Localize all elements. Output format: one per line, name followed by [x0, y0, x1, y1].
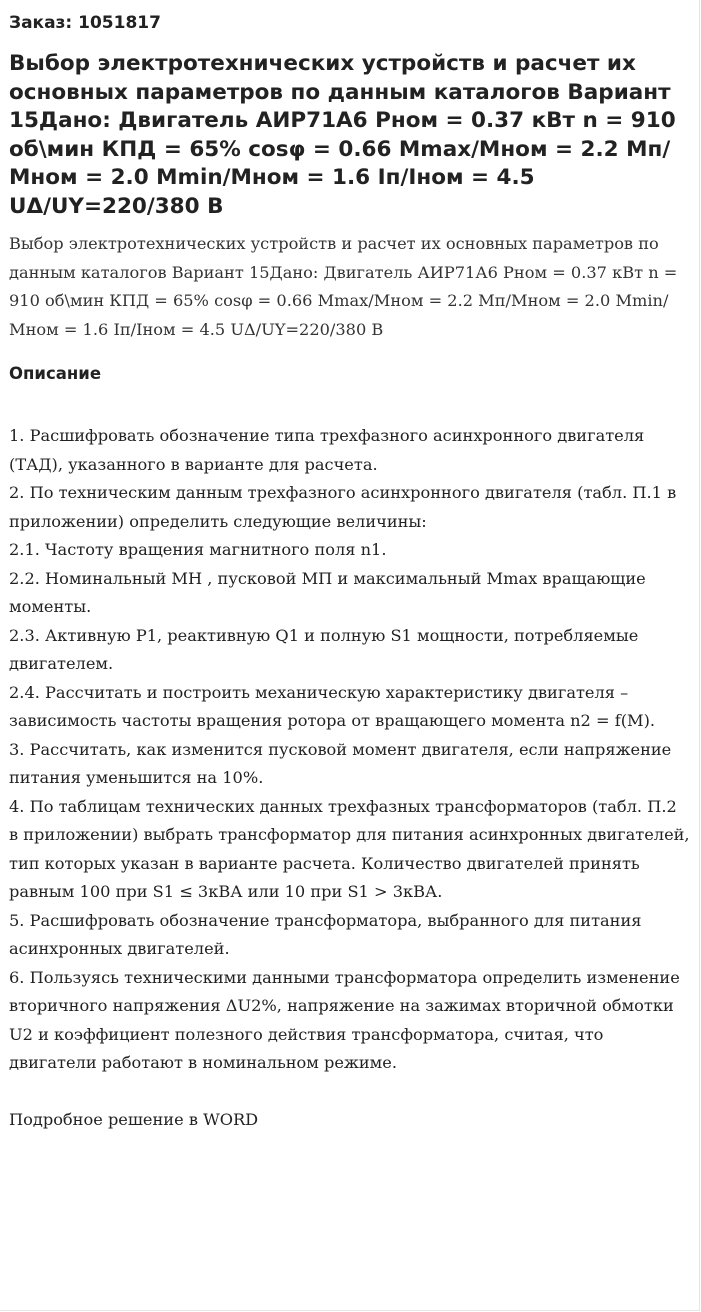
order-number: Заказ: 1051817 [9, 13, 161, 33]
description-line-3: 3. Рассчитать, как изменится пусковой момент двигателя, если напряжение питания уменьшится на 10%. [9, 739, 672, 787]
solution-note: Подробное решение в WORD [9, 1109, 259, 1129]
description-text [9, 422, 691, 1078]
description-line-1: 1. Расшифровать обозначение типа трехфазного асинхронного двигателя (ТАД), указанного в варианте для расчета. [9, 426, 645, 474]
summary-text: Выбор электротехнических устройств и расчет их основных параметров по данным каталогов Вариант 15Дано: Двигатель АИР71А6 Рном = 0.37 кВт n = 910 об\мин КПД = 65% cosφ = 0.66 Mmax/Мном = 2.2 Мп/Мном = 2.0 Mmin/Мном = 1.6 Iп/Iном = 4.5 UΔ/UY=220/380 В [9, 234, 678, 339]
description-line-2-3: 2.3. Активную P1, реактивную Q1 и полную S1 мощности, потребляемые [9, 625, 639, 645]
description-line-2-4: 2.4. Рассчитать и построить механическую характеристику двигателя – зависимость частоты вращения ротора от вращающего момента n2 = f(M). [9, 682, 656, 730]
page-title: Выбор электротехнических устройств и расчет их основных параметров по данным каталогов Вариант 15Дано: Двигатель АИР71А6 Рном = 0.37 кВт n = 910 об\мин КПД = 65% cosφ = 0.66 Mmax/Мном = 2.2 Мп/Мном = 2.0 Mmin/Мном = 1.6 Iп/Iном = 4.5 UΔ/UY=220/380 В [9, 51, 676, 219]
description-line-2-1: 2.1. Частоту вращения магнитного поля n1. [9, 540, 387, 559]
document-body [9, 0, 691, 1134]
description-line-2: 2. По техническим данным трехфазного асинхронного двигателя (табл. П.1 в приложении) определить следующие величины: [9, 483, 677, 531]
description-line-4: 4. По таблицам технических данных трехфазных трансформаторов (табл. П.2 в приложении) выбрать трансформатор для питания асинхронных двигателей, тип которых указан в варианте расчета. Количество двигателей принять равным 100 при S1 ≤ 3кВА или 10 при S1 > 3кВА. [9, 796, 690, 901]
description-line-2-3-cont: двигателем. [9, 654, 114, 673]
description-line-5: 5. Расшифровать обозначение трансформатора, выбранного для питания асинхронных двигателей. [9, 910, 642, 958]
description-line-2-2: 2.2. Номинальный МН , пусковой МП и максимальный Mmax вращающие моменты. [9, 568, 646, 616]
description-line-6: 6. Пользуясь техническими данными трансформатора определить изменение вторичного напряжения ΔU2%, напряжение на зажимах вторичной обмотки U2 и коэффициент полезного действия трансформатора, считая, что двигатели работают в номинальном режиме. [9, 967, 680, 1072]
description-heading: Описание [9, 364, 102, 383]
